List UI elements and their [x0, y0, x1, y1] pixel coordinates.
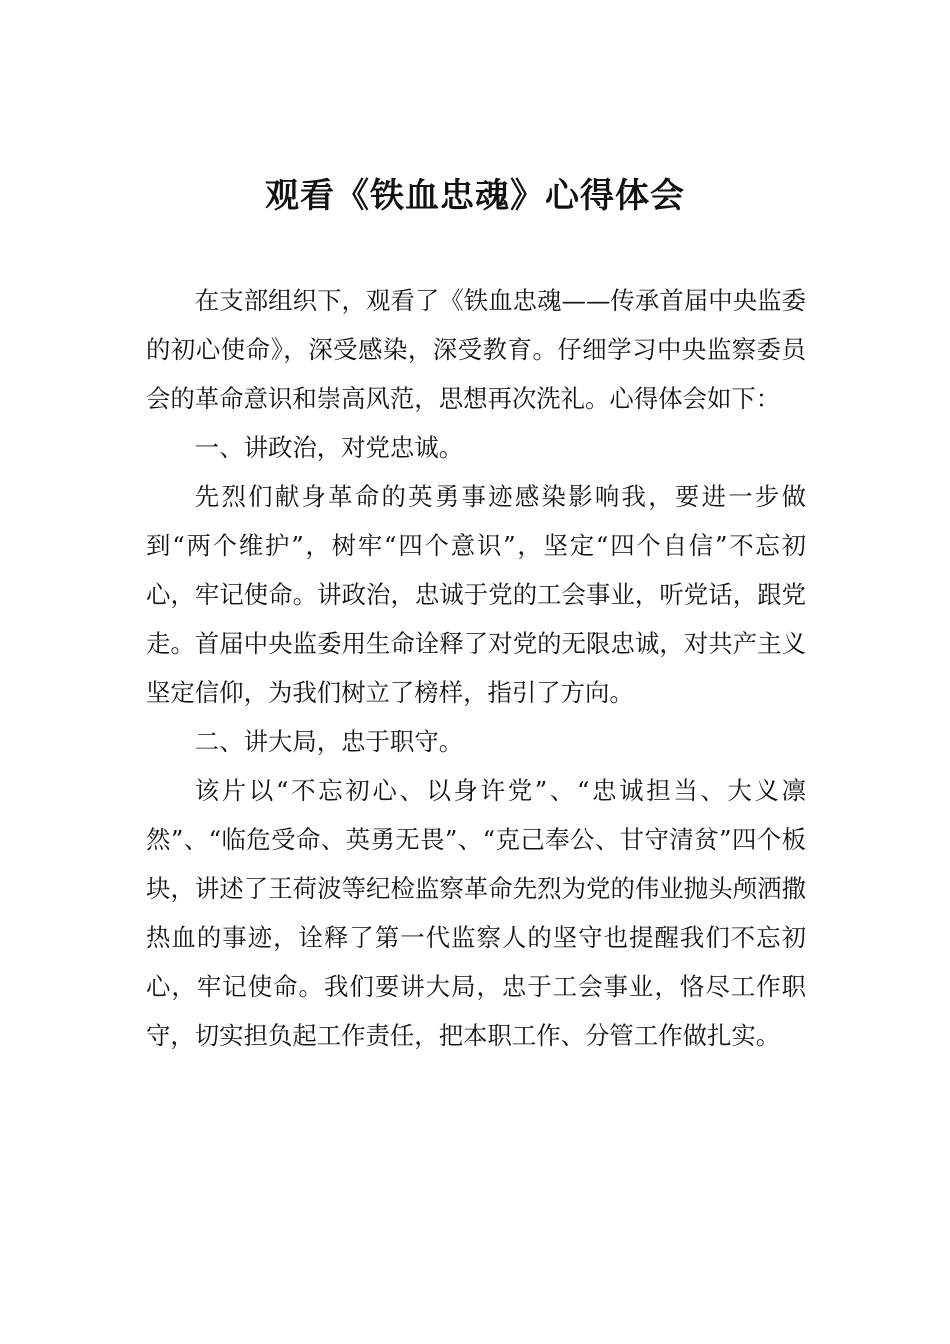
section-heading-2: 二、讲大局，忠于职守。 [194, 727, 464, 756]
paragraph-section-2: 该片以“不忘初心、以身许党”、“忠诚担当、大义凛然”、“临危受命、英勇无畏”、“克己奉公、甘守清贫”四个板块，讲述了王荷波等纪检监察革命先烈为党的伟业抛头颅洒撒热血的事迹，诠释了第一代监察人的坚守也提醒我们不忘初心，牢记使命。我们要讲大局，忠于工会事业，恪尽工作职守，切实担负起工作责任，把本职工作、分管工作做扎实。 [146, 776, 806, 1050]
section-heading-1: 一、讲政治，对党忠诚。 [194, 433, 464, 462]
paragraph-intro: 在支部组织下，观看了《铁血忠魂——传承首届中央监委的初心使命》，深受感染，深受教育。仔细学习中央监察委员会的革命意识和崇高风范，思想再次洗礼。心得体会如下： [146, 286, 806, 413]
document-body [146, 276, 806, 1060]
document-title: 观看《铁血忠魂》心得体会 [265, 176, 685, 216]
paragraph-section-1: 先烈们献身革命的英勇事迹感染影响我，要进一步做到“两个维护”，树牢“四个意识”，坚定“四个自信”不忘初心，牢记使命。讲政治，忠诚于党的工会事业，听党话，跟党走。首届中央监委用生命诠释了对党的无限忠诚，对共产主义坚定信仰，为我们树立了榜样，指引了方向。 [146, 482, 806, 707]
